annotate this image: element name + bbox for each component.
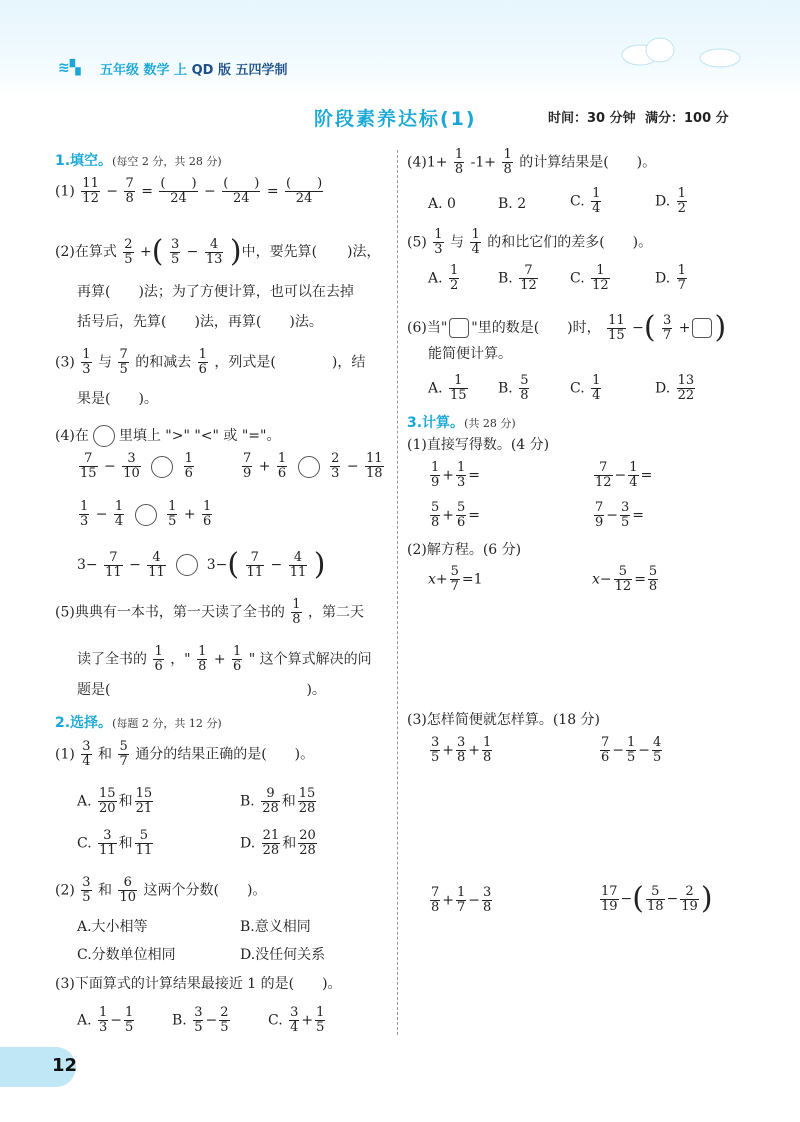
placeholder-box-icon xyxy=(692,318,712,338)
choice-q4-option-a[interactable]: A. 0 xyxy=(428,196,456,212)
choice-q4: (4)1+ $\frac{1}{8}$ -1+ $\frac{1}{8}$ 的计算结果是( )。 xyxy=(407,147,657,177)
choice-q1-option-c[interactable]: C. $\frac{3}{11}$ 和 $\frac{5}{11}$ xyxy=(77,828,153,858)
compare-item: $\frac{7}{9}$ + $\frac{1}{6}$ $\frac{2}{3}$ − $\frac{11}{18}$ xyxy=(243,451,383,481)
choice-q5-option-a[interactable]: A. $\frac{1}{2}$ xyxy=(428,263,459,293)
compare-item: $\frac{7}{15}$ − $\frac{3}{10}$ $\frac{1}{6}$ xyxy=(80,451,193,481)
compare-circle[interactable] xyxy=(151,456,173,478)
fill-q5-line3: 题是( )。 xyxy=(77,682,326,698)
section-1-heading: 1.填空。(每空 2 分，共 28 分) xyxy=(55,153,222,169)
choice-q6-line2: 能简便计算。 xyxy=(428,346,512,362)
compare-item: 3− $\frac{7}{11}$ − $\frac{4}{11}$ 3−( $\frac{7}{11}$ − $\frac{4}{11}$ ) xyxy=(77,547,326,582)
equation-item: x+ $\frac{5}{7}$ =1 xyxy=(428,564,483,594)
choice-q6-option-d[interactable]: D. $\frac{13}{22}$ xyxy=(655,373,695,403)
choice-q1-option-d[interactable]: D. $\frac{21}{28}$ 和 $\frac{20}{28}$ xyxy=(240,828,316,858)
fill-q2-line2: 再算( )法；为了方便计算，也可以在去掉 xyxy=(77,284,354,300)
choice-q1-option-a[interactable]: A. $\frac{15}{20}$ 和 $\frac{15}{21}$ xyxy=(77,786,153,816)
choice-q5-option-c[interactable]: C. $\frac{1}{12}$ xyxy=(570,263,609,293)
simplify-item: $\frac{7}{6}$ − $\frac{1}{5}$ − $\frac{4}{5}$ xyxy=(601,735,662,765)
compare-circle-icon xyxy=(93,425,115,447)
column-divider xyxy=(397,150,398,1035)
choice-q5-option-d[interactable]: D. $\frac{1}{7}$ xyxy=(655,263,686,293)
choice-q2-option-b[interactable]: B.意义相同 xyxy=(240,919,311,935)
fill-q3-line2: 果是( )。 xyxy=(77,391,158,407)
answer-blank[interactable]: $\frac{( )}{24}$ xyxy=(160,176,197,206)
calc-part2-title: (2)解方程。(6 分) xyxy=(407,542,522,558)
choice-q1: (1) $\frac{3}{4}$ 和 $\frac{5}{7}$ 通分的结果正确的是( )。 xyxy=(55,739,315,769)
simplify-item: $\frac{3}{5}$ + $\frac{3}{8}$ + $\frac{1}{8}$ xyxy=(431,735,492,765)
fill-q5-line2: 读了全书的 $\frac{1}{6}$ ，" $\frac{1}{8}$ + $\frac{1}{6}$ " 这个算式解决的问 xyxy=(77,644,372,674)
page-title: 阶段素养达标(1) xyxy=(314,108,477,130)
cloud-decoration-icon xyxy=(600,30,760,80)
choice-q3-option-a[interactable]: A. $\frac{1}{3}$ − $\frac{1}{5}$ xyxy=(77,1005,134,1035)
calc-part3-title: (3)怎样简便就怎样算。(18 分) xyxy=(407,712,601,728)
brand-logo-icon xyxy=(58,58,98,76)
full-score: 满分：100 分 xyxy=(645,111,729,126)
choice-q3-option-b[interactable]: B. $\frac{3}{5}$ − $\frac{2}{5}$ xyxy=(172,1005,229,1035)
fill-q1: (1) $\frac{11}{12}$ − $\frac{7}{8}$ = $\frac{( )}{24}$ − $\frac{( )}{24}$ = $\frac{( )}{24}$ xyxy=(55,176,323,206)
choice-q2-option-d[interactable]: D.没任何关系 xyxy=(240,947,326,963)
choice-q2-option-a[interactable]: A.大小相等 xyxy=(77,919,148,935)
choice-q4-option-d[interactable]: D. $\frac{1}{2}$ xyxy=(655,186,686,216)
answer-blank[interactable]: $\frac{( )}{24}$ xyxy=(223,176,260,206)
compare-item: $\frac{1}{3}$ − $\frac{1}{4}$ $\frac{1}{5}$ + $\frac{1}{6}$ xyxy=(80,499,212,529)
fill-q2-line3: 括号后，先算( )法，再算( )法。 xyxy=(77,314,323,330)
simplify-item: $\frac{17}{19}$ −( $\frac{5}{18}$ − $\frac{2}{19}$ ) xyxy=(601,881,713,916)
choice-q3: (3)下面算式的计算结果最接近 1 的是( )。 xyxy=(55,976,342,992)
placeholder-box-icon xyxy=(449,318,469,338)
simplify-item: $\frac{7}{8}$ + $\frac{1}{7}$ − $\frac{3}{8}$ xyxy=(431,885,492,915)
choice-q1-option-b[interactable]: B. $\frac{9}{28}$ 和 $\frac{15}{28}$ xyxy=(240,786,316,816)
choice-q6-option-b[interactable]: B. $\frac{5}{8}$ xyxy=(498,373,529,403)
compare-circle[interactable] xyxy=(135,504,157,526)
page-number: 12 xyxy=(52,1055,78,1076)
compare-circle[interactable] xyxy=(298,456,320,478)
fill-q4-intro: (4)在 里填上 ">" "<" 或 "="。 xyxy=(55,425,280,447)
fill-q3: (3) $\frac{1}{3}$ 与 $\frac{7}{5}$ 的和减去 $\frac{1}{6}$ ，列式是( )，结 xyxy=(55,347,366,377)
oral-calc-item: $\frac{1}{9}$ + $\frac{1}{3}$ = xyxy=(431,460,481,490)
answer-blank[interactable]: $\frac{( )}{24}$ xyxy=(286,176,323,206)
oral-calc-item: $\frac{5}{8}$ + $\frac{5}{6}$ = xyxy=(431,500,481,530)
oral-calc-item: $\frac{7}{12}$ − $\frac{1}{4}$ = xyxy=(595,460,653,490)
choice-q4-option-c[interactable]: C. $\frac{1}{4}$ xyxy=(570,186,601,216)
header-series: 五年级 数学 上 QD 版 五四学制 xyxy=(100,63,288,78)
equation-item: x− $\frac{5}{12}$ = $\frac{5}{8}$ xyxy=(592,564,658,594)
calc-part1-title: (1)直接写得数。(4 分) xyxy=(407,437,550,453)
choice-q4-option-b[interactable]: B. 2 xyxy=(498,196,527,212)
choice-q2: (2) $\frac{3}{5}$ 和 $\frac{6}{10}$ 这两个分数( )。 xyxy=(55,875,267,905)
section-3-heading: 3.计算。(共 28 分) xyxy=(407,415,516,431)
choice-q5-option-b[interactable]: B. $\frac{7}{12}$ xyxy=(498,263,537,293)
section-2-heading: 2.选择。(每题 2 分，共 12 分) xyxy=(55,715,222,731)
svg-text:≋▚: ≋▚ xyxy=(58,60,81,76)
oral-calc-item: $\frac{7}{9}$ − $\frac{3}{5}$ = xyxy=(595,500,645,530)
choice-q6-option-a[interactable]: A. $\frac{1}{15}$ xyxy=(428,373,467,403)
choice-q3-option-c[interactable]: C. $\frac{3}{4}$ + $\frac{1}{5}$ xyxy=(268,1005,325,1035)
choice-q6: (6)当" "里的数是( )时， $\frac{11}{15}$ −( $\frac{3}{7}$ + ) xyxy=(407,310,727,345)
choice-q5: (5) $\frac{1}{3}$ 与 $\frac{1}{4}$ 的和比它们的差多( )。 xyxy=(407,227,653,257)
fill-q5: (5)典典有一本书，第一天读了全书的 $\frac{1}{8}$ ，第二天 xyxy=(55,597,365,627)
choice-q6-option-c[interactable]: C. $\frac{1}{4}$ xyxy=(570,373,601,403)
time-limit: 时间：30 分钟 xyxy=(548,111,636,126)
compare-circle[interactable] xyxy=(176,554,198,576)
fill-q2: (2)在算式 $\frac{2}{5}$ +( $\frac{3}{5}$ − $\frac{4}{13}$ )中，要先算( )法， xyxy=(55,234,381,269)
choice-q2-option-c[interactable]: C.分数单位相同 xyxy=(77,947,176,963)
